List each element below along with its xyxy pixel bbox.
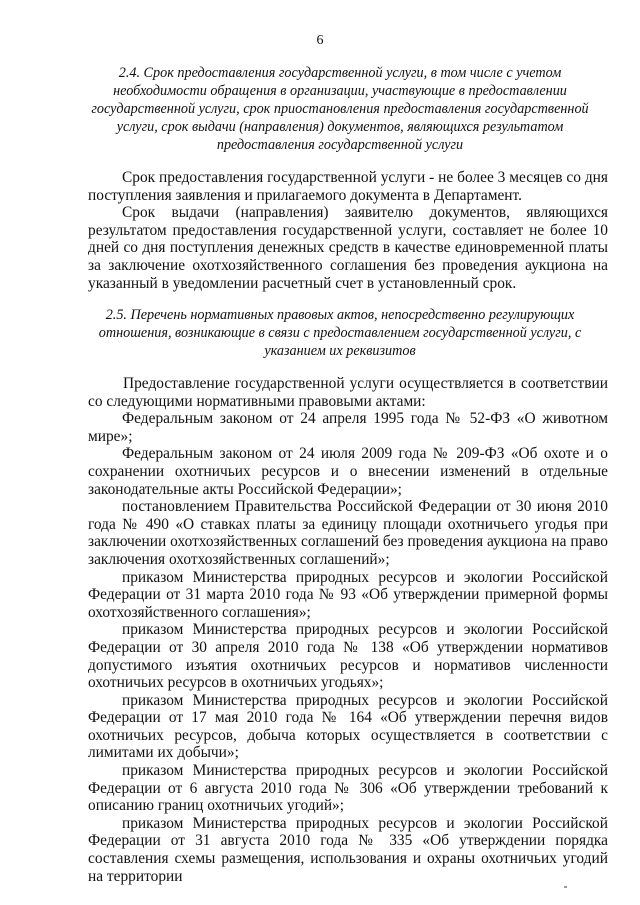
paragraph: Федеральным законом от 24 июля 2009 года № 209-ФЗ «Об охоте и о сохранении охотничьих ресурсов и о внесении изменений в отдельные законодательные акты Российской Федерации»; [88,445,608,498]
paragraph: постановлением Правительства Российской Федерации от 30 июня 2010 года № 490 «О ставках платы за единицу площади охотничьего угодья при заключении охотхозяйственных соглашений без проведения аукциона на право заключения охотхозяйственных соглашений»; [88,498,608,568]
paragraph: приказом Министерства природных ресурсов и экологии Российской Федерации от 31 марта 2010 года № 93 «Об утверждении примерной формы охотхозяйственного соглашения»; [88,568,608,621]
paragraph: приказом Министерства природных ресурсов и экологии Российской Федерации от 30 апреля 2010 года № 138 «Об утверждении нормативов допустимого изъятия охотничьих ресурсов и нормативов численности охотничьих ресурсов в охотничьих угодьях»; [88,621,608,692]
paragraph: приказом Министерства природных ресурсов и экологии Российской Федерации от 6 августа 2010 года № 306 «Об утверждении требований к описанию границ охотничьих угодий»; [88,762,608,815]
paragraph: Срок предоставления государственной услуги - не более 3 месяцев со дня поступления заявления и прилагаемого документа в Департамент. [88,169,608,204]
paragraph: Предоставление государственной услуги осуществляется в соответствии со следующими нормативными правовыми актами: [88,375,608,410]
section-2-4-heading: 2.4. Срок предоставления государственной услуги, в том числе с учетом необходимости обращения в организации, участвующие в предоставлении государственной услуги, срок приостановления предоставления государственной услуги, срок выдачи (направления) документов, являющихся результатом предоставления государственной услуги [91,65,589,153]
paragraph: Федеральным законом от 24 апреля 1995 года № 52-ФЗ «О животном мире»; [88,410,608,445]
page-number: 6 [316,33,324,48]
section-2-5-body [88,375,608,885]
paragraph: приказом Министерства природных ресурсов и экологии Российской Федерации от 17 мая 2010 года № 164 «Об утверждении перечня видов охотничьих ресурсов, добыча которых осуществляется в соответствии с лимитами их добычи»; [88,691,608,762]
section-2-5-heading: 2.5. Перечень нормативных правовых актов, непосредственно регулирующих отношения, возникающие в связи с предоставлением государственной услуги, с указанием их реквизитов [98,307,582,359]
paragraph: приказом Министерства природных ресурсов и экологии Российской Федерации от 31 августа 2010 года № 335 «Об утверждении порядка составления схемы размещения, использования и охраны охотничьих угодий на территории [88,814,608,885]
paragraph: Срок выдачи (направления) заявителю документов, являющихся результатом предоставления государственной услуги, составляет не более 10 дней со дня поступления денежных средств в качестве единовременной платы за заключение охотхозяйственного соглашения без проведения аукциона на указанный в уведомлении расчетный счет в установленный срок. [88,204,608,292]
scan-speck [564,886,567,888]
section-2-4-body [88,169,608,292]
